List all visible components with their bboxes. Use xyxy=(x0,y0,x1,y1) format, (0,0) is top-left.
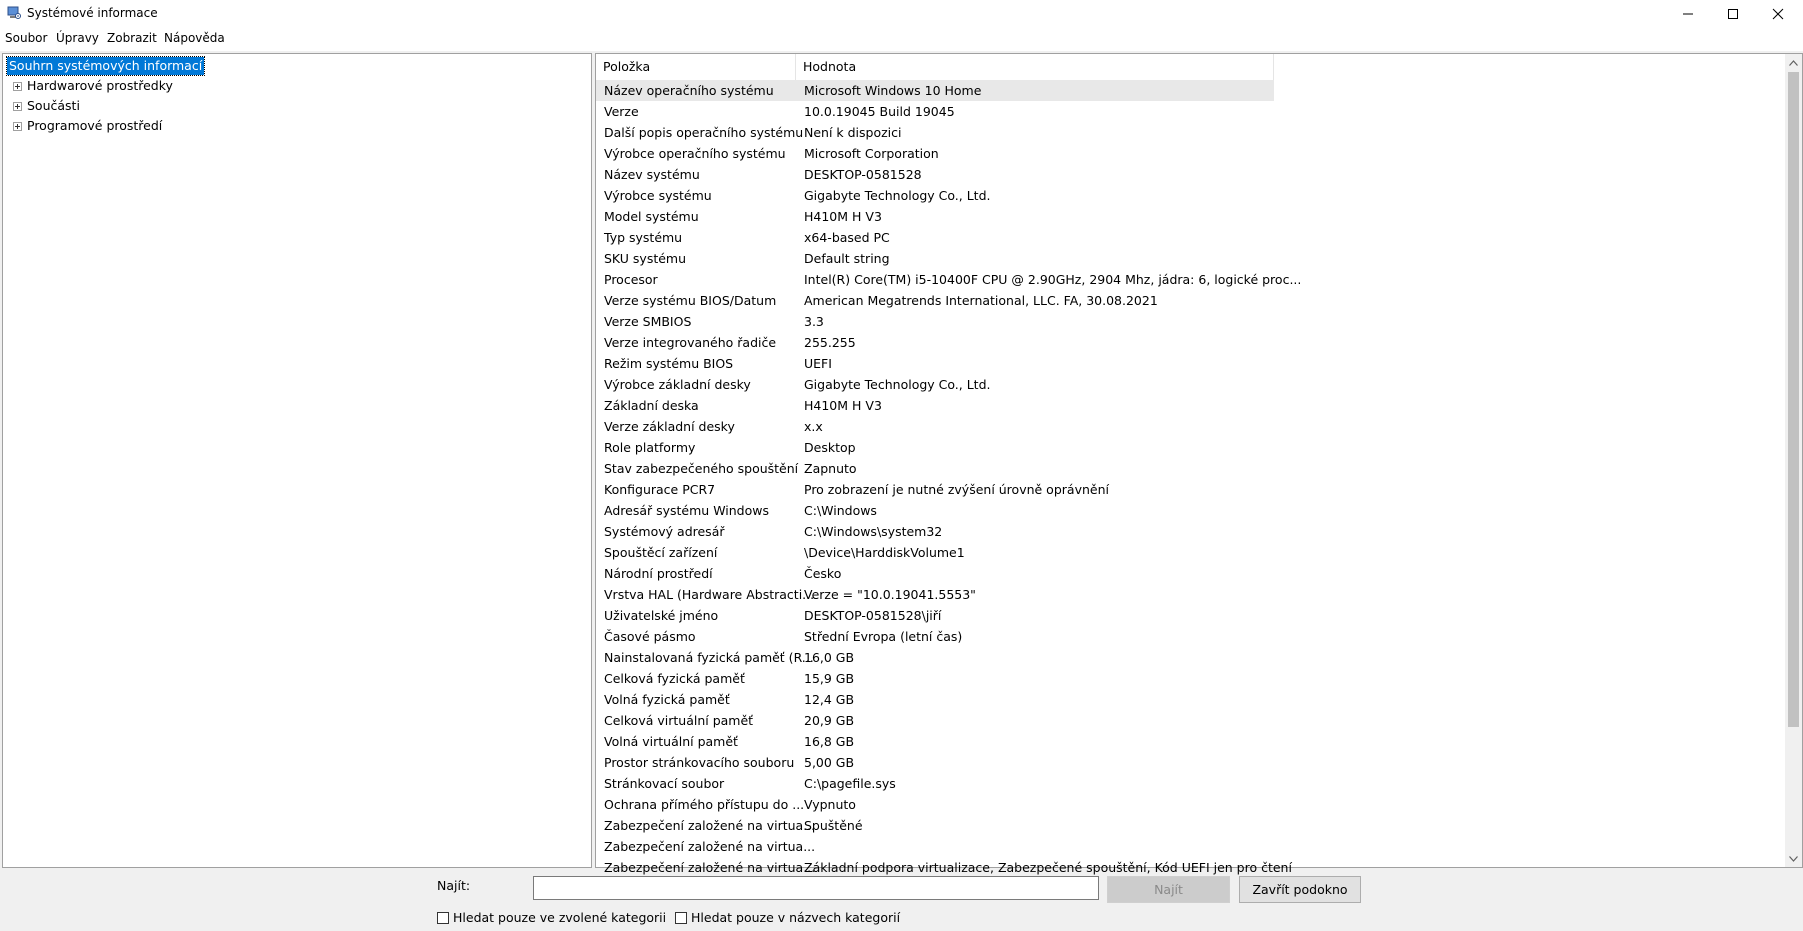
table-row[interactable] xyxy=(596,500,1786,521)
row-value: Microsoft Corporation xyxy=(804,146,939,161)
details-list[interactable] xyxy=(595,53,1803,875)
search-selected-category-checkbox[interactable] xyxy=(437,910,666,925)
table-row[interactable] xyxy=(596,794,1786,815)
table-row[interactable] xyxy=(596,752,1786,773)
tree-item-components[interactable]: Součásti xyxy=(27,98,80,113)
row-item: Role platformy xyxy=(604,440,696,455)
row-value: C:\Windows xyxy=(804,503,877,518)
table-row[interactable] xyxy=(596,374,1786,395)
row-value: Intel(R) Core(TM) i5-10400F CPU @ 2.90GHz, 2904 Mhz, jádra: 6, logické proc... xyxy=(804,272,1302,287)
row-value: American Megatrends International, LLC. FA, 30.08.2021 xyxy=(804,293,1158,308)
table-row[interactable] xyxy=(596,206,1786,227)
row-value: H410M H V3 xyxy=(804,209,882,224)
row-value: Střední Evropa (letní čas) xyxy=(804,629,963,644)
table-row[interactable] xyxy=(596,311,1786,332)
table-row[interactable] xyxy=(596,122,1786,143)
row-item: Celková fyzická paměť xyxy=(604,671,745,686)
row-value: 3.3 xyxy=(804,314,824,329)
scroll-up-button[interactable] xyxy=(1785,54,1802,71)
row-value: 12,4 GB xyxy=(804,692,855,707)
row-item: Výrobce operačního systému xyxy=(604,146,786,161)
row-item: Verze systému BIOS/Datum xyxy=(604,293,777,308)
menu-zobrazit[interactable]: Zobrazit xyxy=(107,31,157,45)
tree-item-software-environment[interactable]: Programové prostředí xyxy=(27,118,163,133)
expand-icon[interactable] xyxy=(13,102,22,111)
row-item: Zabezpečení založené na virtua... xyxy=(604,818,816,833)
close-pane-button[interactable]: Zavřít podokno xyxy=(1239,876,1361,903)
checkbox-label: Hledat pouze v názvech kategorií xyxy=(691,910,901,925)
row-value: x.x xyxy=(804,419,823,434)
table-row[interactable] xyxy=(596,164,1786,185)
vertical-scrollbar[interactable] xyxy=(1785,54,1802,867)
table-row[interactable] xyxy=(596,836,1786,857)
row-item: Konfigurace PCR7 xyxy=(604,482,716,497)
scroll-thumb[interactable] xyxy=(1788,72,1799,727)
table-row[interactable] xyxy=(596,731,1786,752)
category-tree[interactable] xyxy=(2,53,592,868)
row-item: Ochrana přímého přístupu do ... xyxy=(604,797,805,812)
row-value: Default string xyxy=(804,251,890,266)
column-header-item[interactable]: Položka xyxy=(596,54,796,80)
expand-icon[interactable] xyxy=(13,122,22,131)
row-item: Zabezpečení založené na virtua... xyxy=(604,839,816,854)
table-row[interactable] xyxy=(596,857,1786,878)
list-rows xyxy=(596,80,1786,878)
tree-item-system-summary[interactable]: Souhrn systémových informací xyxy=(9,58,203,73)
table-row[interactable] xyxy=(596,143,1786,164)
row-item: Volná virtuální paměť xyxy=(604,734,738,749)
table-row[interactable] xyxy=(596,584,1786,605)
window-title: Systémové informace xyxy=(27,6,158,20)
row-value: UEFI xyxy=(804,356,832,371)
row-item: Model systému xyxy=(604,209,699,224)
row-value: Gigabyte Technology Co., Ltd. xyxy=(804,377,991,392)
row-item: Verze integrovaného řadiče xyxy=(604,335,777,350)
row-item: Režim systému BIOS xyxy=(604,356,734,371)
table-row[interactable] xyxy=(596,647,1786,668)
table-row[interactable] xyxy=(596,815,1786,836)
close-window-button[interactable] xyxy=(1755,0,1801,27)
search-category-names-checkbox[interactable] xyxy=(675,910,900,925)
row-item: Procesor xyxy=(604,272,658,287)
table-row[interactable] xyxy=(596,269,1786,290)
table-row[interactable] xyxy=(596,521,1786,542)
row-item: Stránkovací soubor xyxy=(604,776,725,791)
chevron-down-icon xyxy=(1789,856,1798,862)
table-row[interactable] xyxy=(596,542,1786,563)
row-item: Uživatelské jméno xyxy=(604,608,719,623)
table-row[interactable] xyxy=(596,227,1786,248)
table-row[interactable] xyxy=(596,668,1786,689)
table-row[interactable] xyxy=(596,605,1786,626)
table-row[interactable] xyxy=(596,395,1786,416)
row-item: Verze základní desky xyxy=(604,419,735,434)
row-value: Česko xyxy=(804,566,842,581)
row-item: Zabezpečení založené na virtua... xyxy=(604,860,816,875)
row-value: DESKTOP-0581528 xyxy=(804,167,922,182)
row-value: Desktop xyxy=(804,440,856,455)
table-row[interactable] xyxy=(596,437,1786,458)
row-value: DESKTOP-0581528\jiří xyxy=(804,608,942,623)
row-item: Systémový adresář xyxy=(604,524,725,539)
row-item: Další popis operačního systému xyxy=(604,125,804,140)
maximize-button[interactable] xyxy=(1710,0,1756,27)
menu-napoveda[interactable]: Nápověda xyxy=(164,31,225,45)
checkbox-box[interactable] xyxy=(675,912,687,924)
row-value: Základní podpora virtualizace, Zabezpečené spouštění, Kód UEFI jen pro čtení xyxy=(804,860,1292,875)
row-item: Základní deska xyxy=(604,398,699,413)
table-row[interactable] xyxy=(596,458,1786,479)
row-value: 5,00 GB xyxy=(804,755,855,770)
row-value: 16,0 GB xyxy=(804,650,855,665)
maximize-icon xyxy=(1728,9,1738,19)
row-item: Nainstalovaná fyzická paměť (R... xyxy=(604,650,814,665)
row-value: x64-based PC xyxy=(804,230,890,245)
table-row[interactable] xyxy=(596,353,1786,374)
row-item: Vrstva HAL (Hardware Abstracti... xyxy=(604,587,815,602)
find-button[interactable]: Najít xyxy=(1107,876,1230,903)
row-item: Výrobce základní desky xyxy=(604,377,751,392)
row-item: Výrobce systému xyxy=(604,188,712,203)
tree-item-hardware-resources[interactable]: Hardwarové prostředky xyxy=(27,78,173,93)
title-bar xyxy=(0,0,1803,27)
chevron-up-icon xyxy=(1789,60,1798,66)
list-header xyxy=(596,54,1274,81)
scroll-down-button[interactable] xyxy=(1785,850,1802,867)
table-row[interactable] xyxy=(596,185,1786,206)
table-row[interactable] xyxy=(596,248,1786,269)
row-value: H410M H V3 xyxy=(804,398,882,413)
table-row[interactable] xyxy=(596,416,1786,437)
row-value: Zapnuto xyxy=(804,461,857,476)
row-value: C:\pagefile.sys xyxy=(804,776,896,791)
table-row[interactable] xyxy=(596,479,1786,500)
menu-soubor[interactable]: Soubor xyxy=(5,31,48,45)
row-value: Microsoft Windows 10 Home xyxy=(804,83,982,98)
table-row[interactable] xyxy=(596,563,1786,584)
checkbox-label: Hledat pouze ve zvolené kategorii xyxy=(453,910,667,925)
system-information-icon xyxy=(7,6,21,20)
row-item: Název systému xyxy=(604,167,700,182)
table-row[interactable] xyxy=(596,626,1786,647)
table-row[interactable] xyxy=(596,332,1786,353)
expand-icon[interactable] xyxy=(13,82,22,91)
table-row[interactable] xyxy=(596,80,1274,101)
column-header-value[interactable]: Hodnota xyxy=(796,54,1274,80)
row-item: Adresář systému Windows xyxy=(604,503,769,518)
row-item: Verze xyxy=(604,104,639,119)
menu-bar xyxy=(0,27,1803,51)
row-value: 20,9 GB xyxy=(804,713,855,728)
row-value: Spuštěné xyxy=(804,818,863,833)
table-row[interactable] xyxy=(596,101,1786,122)
row-value: \Device\HarddiskVolume1 xyxy=(804,545,965,560)
row-value: C:\Windows\system32 xyxy=(804,524,943,539)
row-item: Časové pásmo xyxy=(604,629,696,644)
row-value: Pro zobrazení je nutné zvýšení úrovně oprávnění xyxy=(804,482,1109,497)
row-value: 15,9 GB xyxy=(804,671,855,686)
row-item: Národní prostředí xyxy=(604,566,713,581)
row-value: 255.255 xyxy=(804,335,856,350)
row-item: Název operačního systému xyxy=(604,83,774,98)
row-item: Verze SMBIOS xyxy=(604,314,692,329)
table-row[interactable] xyxy=(596,689,1786,710)
find-input[interactable] xyxy=(533,876,1099,900)
row-item: Celková virtuální paměť xyxy=(604,713,754,728)
close-icon xyxy=(1773,9,1783,19)
minimize-button[interactable] xyxy=(1665,0,1711,27)
table-row[interactable] xyxy=(596,710,1786,731)
row-item: Typ systému xyxy=(604,230,683,245)
row-value: Verze = "10.0.19041.5553" xyxy=(804,587,976,602)
table-row[interactable] xyxy=(596,290,1786,311)
row-item: Stav zabezpečeného spouštění xyxy=(604,461,799,476)
row-value: 10.0.19045 Build 19045 xyxy=(804,104,955,119)
row-item: Spouštěcí zařízení xyxy=(604,545,718,560)
row-value: Gigabyte Technology Co., Ltd. xyxy=(804,188,991,203)
table-row[interactable] xyxy=(596,773,1786,794)
checkbox-box[interactable] xyxy=(437,912,449,924)
row-value: Není k dispozici xyxy=(804,125,902,140)
menu-upravy[interactable]: Úpravy xyxy=(56,31,99,45)
row-item: Prostor stránkovacího souboru xyxy=(604,755,795,770)
minimize-icon xyxy=(1683,9,1693,19)
row-item: SKU systému xyxy=(604,251,687,266)
row-value: 16,8 GB xyxy=(804,734,855,749)
row-value: Vypnuto xyxy=(804,797,856,812)
row-item: Volná fyzická paměť xyxy=(604,692,730,707)
find-label: Najít: xyxy=(437,878,471,893)
